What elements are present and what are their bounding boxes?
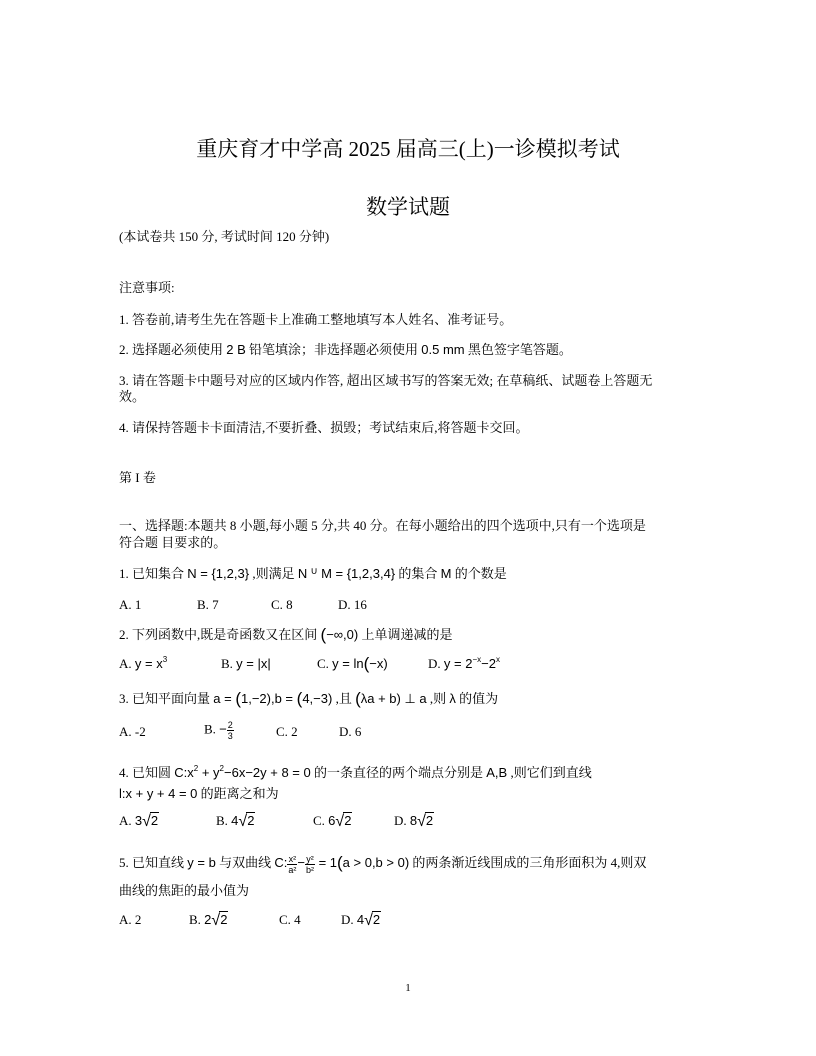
q2-option-d-label: D.: [428, 656, 441, 671]
q4-option-c-label: C.: [313, 813, 325, 828]
fraction-numerator: 2: [227, 720, 233, 730]
q5-option-b-label: B.: [189, 912, 201, 927]
q1-text-4: 的个数是: [454, 566, 507, 581]
q5-text-1: 5. 已知直线: [119, 855, 185, 870]
sqrt-symbol: √2: [417, 813, 434, 830]
q4-circle-x: C:x: [174, 765, 194, 780]
q5-text-3: 的两条渐近线围成的三角形面积为 4,则双: [412, 855, 647, 870]
q3-perp-condition: λa + b) ⊥ a: [360, 691, 427, 706]
q5-option-d-coef: 4: [356, 912, 365, 927]
q2-option-d-exp1: −x: [472, 655, 482, 664]
q3-text-2: ,且: [335, 691, 352, 706]
q3-option-b: [204, 720, 234, 741]
q2-option-c: [317, 656, 388, 672]
question-3-stem: [119, 691, 498, 707]
q4-option-b: [216, 813, 255, 829]
notice-item-2-part-c: 黑色签字笔答题。: [467, 342, 572, 357]
q5-line: y = b: [187, 855, 216, 870]
q3-option-a: A. -2: [119, 724, 146, 739]
q3-option-c: C. 2: [276, 724, 298, 739]
volume-heading: 第 I 卷: [119, 470, 156, 485]
q2-option-d-exp2: x: [495, 655, 500, 664]
q2-text-1: 2. 下列函数中,既是奇函数又在区间: [119, 627, 318, 642]
question-5-stem-line2: 曲线的焦距的最小值为: [119, 883, 250, 898]
q2-option-a-label: A.: [119, 656, 132, 671]
notice-item-2-part-a: 2. 选择题必须使用: [119, 342, 224, 357]
q3-text-1: 3. 已知平面向量: [119, 691, 211, 706]
q3-vector-b: 1,−2),b =: [240, 691, 297, 706]
notice-item-3-line1: 3. 请在答题卡中题号对应的区域内作答, 超出区域书写的答案无效; 在草稿纸、试题卷上答题无: [119, 373, 653, 388]
paren-open: (: [235, 689, 241, 708]
page-number: 1: [405, 982, 411, 994]
q5-minus: −: [297, 855, 305, 870]
q4-option-a-coef: 3: [134, 813, 143, 828]
q4-text-4: 的距离之和为: [200, 786, 279, 801]
q2-option-a: [119, 656, 167, 672]
question-1-options: [119, 597, 519, 613]
sqrt-symbol: √2: [238, 813, 255, 830]
notice-item-1: 1. 答卷前,请考生先在答题卡上准确工整地填写本人姓名、准考证号。: [119, 312, 513, 327]
q1-option-a: A. 1: [119, 597, 142, 612]
q4-option-d-coef: 8: [409, 813, 418, 828]
q4-option-d: [394, 813, 434, 829]
notice-item-3-line2: 效。: [119, 389, 146, 404]
q3-text-4: 的值为: [459, 691, 499, 706]
q1-option-c: C. 8: [271, 597, 293, 612]
q4-option-b-label: B.: [216, 813, 228, 828]
paren-open: (: [320, 625, 327, 644]
union-symbol: ∪: [310, 566, 318, 577]
sqrt-symbol: √2: [364, 912, 381, 929]
q4-option-a: [119, 813, 159, 829]
q2-option-a-exp: 3: [162, 655, 168, 664]
question-4-options: [119, 813, 519, 833]
q1-set-n: N = {1,2,3}: [187, 566, 250, 581]
fraction-denominator: a²: [288, 864, 297, 875]
exam-title: 重庆育才中学高 2025 届高三(上)一诊模拟考试: [196, 137, 620, 161]
q1-union-result: M = {1,2,3,4}: [321, 566, 396, 581]
fraction-numerator: y²: [306, 853, 314, 864]
question-5-options: [119, 912, 519, 932]
fraction-numerator: x²: [288, 853, 297, 864]
q2-option-b-label: B.: [221, 656, 233, 671]
paren-open: (: [363, 654, 370, 673]
q3-option-b-label: B.: [204, 721, 216, 737]
q2-text-2: 上单调递减的是: [361, 627, 453, 642]
q1-set-m: M: [440, 566, 452, 581]
q5-option-d-label: D.: [341, 912, 354, 927]
q2-option-a-math: y = x: [134, 656, 163, 671]
q1-set-n-symbol: N: [297, 566, 308, 581]
sqrt-symbol: √2: [142, 813, 159, 830]
q4-circle-rest: −6x−2y + 8 = 0: [224, 765, 311, 780]
pen-width: 0.5 mm: [421, 342, 465, 357]
q4-text-1: 4. 已知圆: [119, 765, 172, 780]
q4-option-c-coef: 6: [328, 813, 336, 828]
q2-interval: −∞,0): [326, 627, 359, 642]
paren-open: (: [355, 689, 361, 708]
q4-option-c-radicand: 2: [344, 813, 352, 828]
sqrt-symbol: √2: [335, 813, 352, 830]
q4-option-c: [313, 813, 352, 829]
q4-option-b-coef: 4: [231, 813, 239, 828]
q5-hyperbola-label: C:: [274, 855, 288, 870]
q2-option-d-base: y = 2: [443, 656, 473, 671]
question-2-options: [119, 656, 599, 674]
section-intro-line1: 一、选择题:本题共 8 小题,每小题 5 分,共 40 分。在每小题给出的四个选项中,只有一个选项是: [119, 518, 646, 533]
q5-fraction-y: [305, 854, 315, 875]
q4-circle-exp2: 2: [219, 764, 224, 773]
q2-option-d-mid: −2: [481, 656, 496, 671]
q2-option-b: [221, 656, 271, 672]
exam-info: (本试卷共 150 分, 考试时间 120 分钟): [119, 229, 330, 244]
q5-option-b-coef: 2: [204, 912, 212, 927]
q4-text-3: ,则它们到直线: [510, 765, 592, 780]
q1-text-2: ,则满足: [252, 566, 295, 581]
question-1-stem: [119, 566, 507, 582]
q4-option-d-label: D.: [394, 813, 407, 828]
q5-option-d-radicand: 2: [372, 912, 381, 927]
q5-fraction-x: [287, 854, 297, 875]
paper-subtitle: 数学试题: [366, 195, 450, 219]
q3-text-3: ,则: [429, 691, 447, 706]
q3-lambda: λ: [449, 691, 456, 706]
q3-option-b-fraction: [227, 720, 234, 741]
q2-option-c-math: y = ln: [332, 656, 364, 671]
question-2-stem: [119, 627, 452, 643]
q2-option-d: [428, 656, 500, 672]
q1-option-d: D. 16: [338, 597, 367, 612]
q4-line-equation: l:x + y + 4 = 0: [119, 786, 198, 801]
q4-option-a-label: A.: [119, 813, 132, 828]
paren-open: (: [296, 689, 303, 708]
q3-option-d: D. 6: [339, 724, 362, 739]
q5-option-c: C. 4: [279, 912, 301, 927]
section-intro-line2: 符合题 目要求的。: [119, 535, 227, 550]
question-3-options: [119, 720, 519, 746]
q3-vector-b-value: 4,−3): [302, 691, 333, 706]
q4-circle-y: + y: [198, 765, 220, 780]
q2-option-c-label: C.: [317, 656, 329, 671]
q1-text-3: 的集合: [398, 566, 438, 581]
q5-option-a: A. 2: [119, 912, 142, 927]
q2-option-c-arg: −x): [369, 656, 388, 671]
notice-item-4: 4. 请保持答题卡卡面清洁,不要折叠、损毁；考试结束后,将答题卡交回。: [119, 420, 529, 435]
q4-endpoints: A,B: [486, 765, 508, 780]
q5-conditions: a > 0,b > 0): [342, 855, 410, 870]
pencil-grade: 2 B: [226, 342, 246, 357]
sqrt-symbol: √2: [211, 912, 228, 929]
q1-text-1: 1. 已知集合: [119, 566, 185, 581]
notice-item-2: [119, 342, 572, 358]
fraction-denominator: 3: [227, 731, 233, 741]
q2-option-b-math: y =: [236, 656, 258, 671]
notice-item-2-part-b: 铅笔填涂；非选择题必须使用: [249, 342, 419, 357]
question-5-stem: [119, 850, 646, 876]
q1-option-b: B. 7: [197, 597, 219, 612]
notice-heading: 注意事项:: [119, 280, 175, 295]
q5-equals: = 1: [314, 855, 337, 870]
q4-option-a-radicand: 2: [150, 813, 159, 828]
paren-open: (: [337, 853, 343, 872]
q4-text-2: 的一条直径的两个端点分别是: [313, 765, 483, 780]
fraction-denominator: b²: [305, 864, 314, 875]
q3-option-b-sign: −: [219, 721, 227, 737]
q2-option-b-abs: |x|: [257, 656, 271, 671]
question-4-stem: [119, 765, 592, 781]
q4-option-d-radicand: 2: [425, 813, 434, 828]
q3-vector-a: a =: [213, 691, 236, 706]
question-4-stem-line2: [119, 786, 279, 802]
q5-option-b-radicand: 2: [220, 912, 228, 927]
q4-option-b-radicand: 2: [247, 813, 255, 828]
q5-option-d: [341, 912, 381, 928]
q5-text-2: 与双曲线: [219, 855, 272, 870]
q5-option-b: [189, 912, 228, 928]
q4-circle-exp1: 2: [193, 764, 199, 773]
